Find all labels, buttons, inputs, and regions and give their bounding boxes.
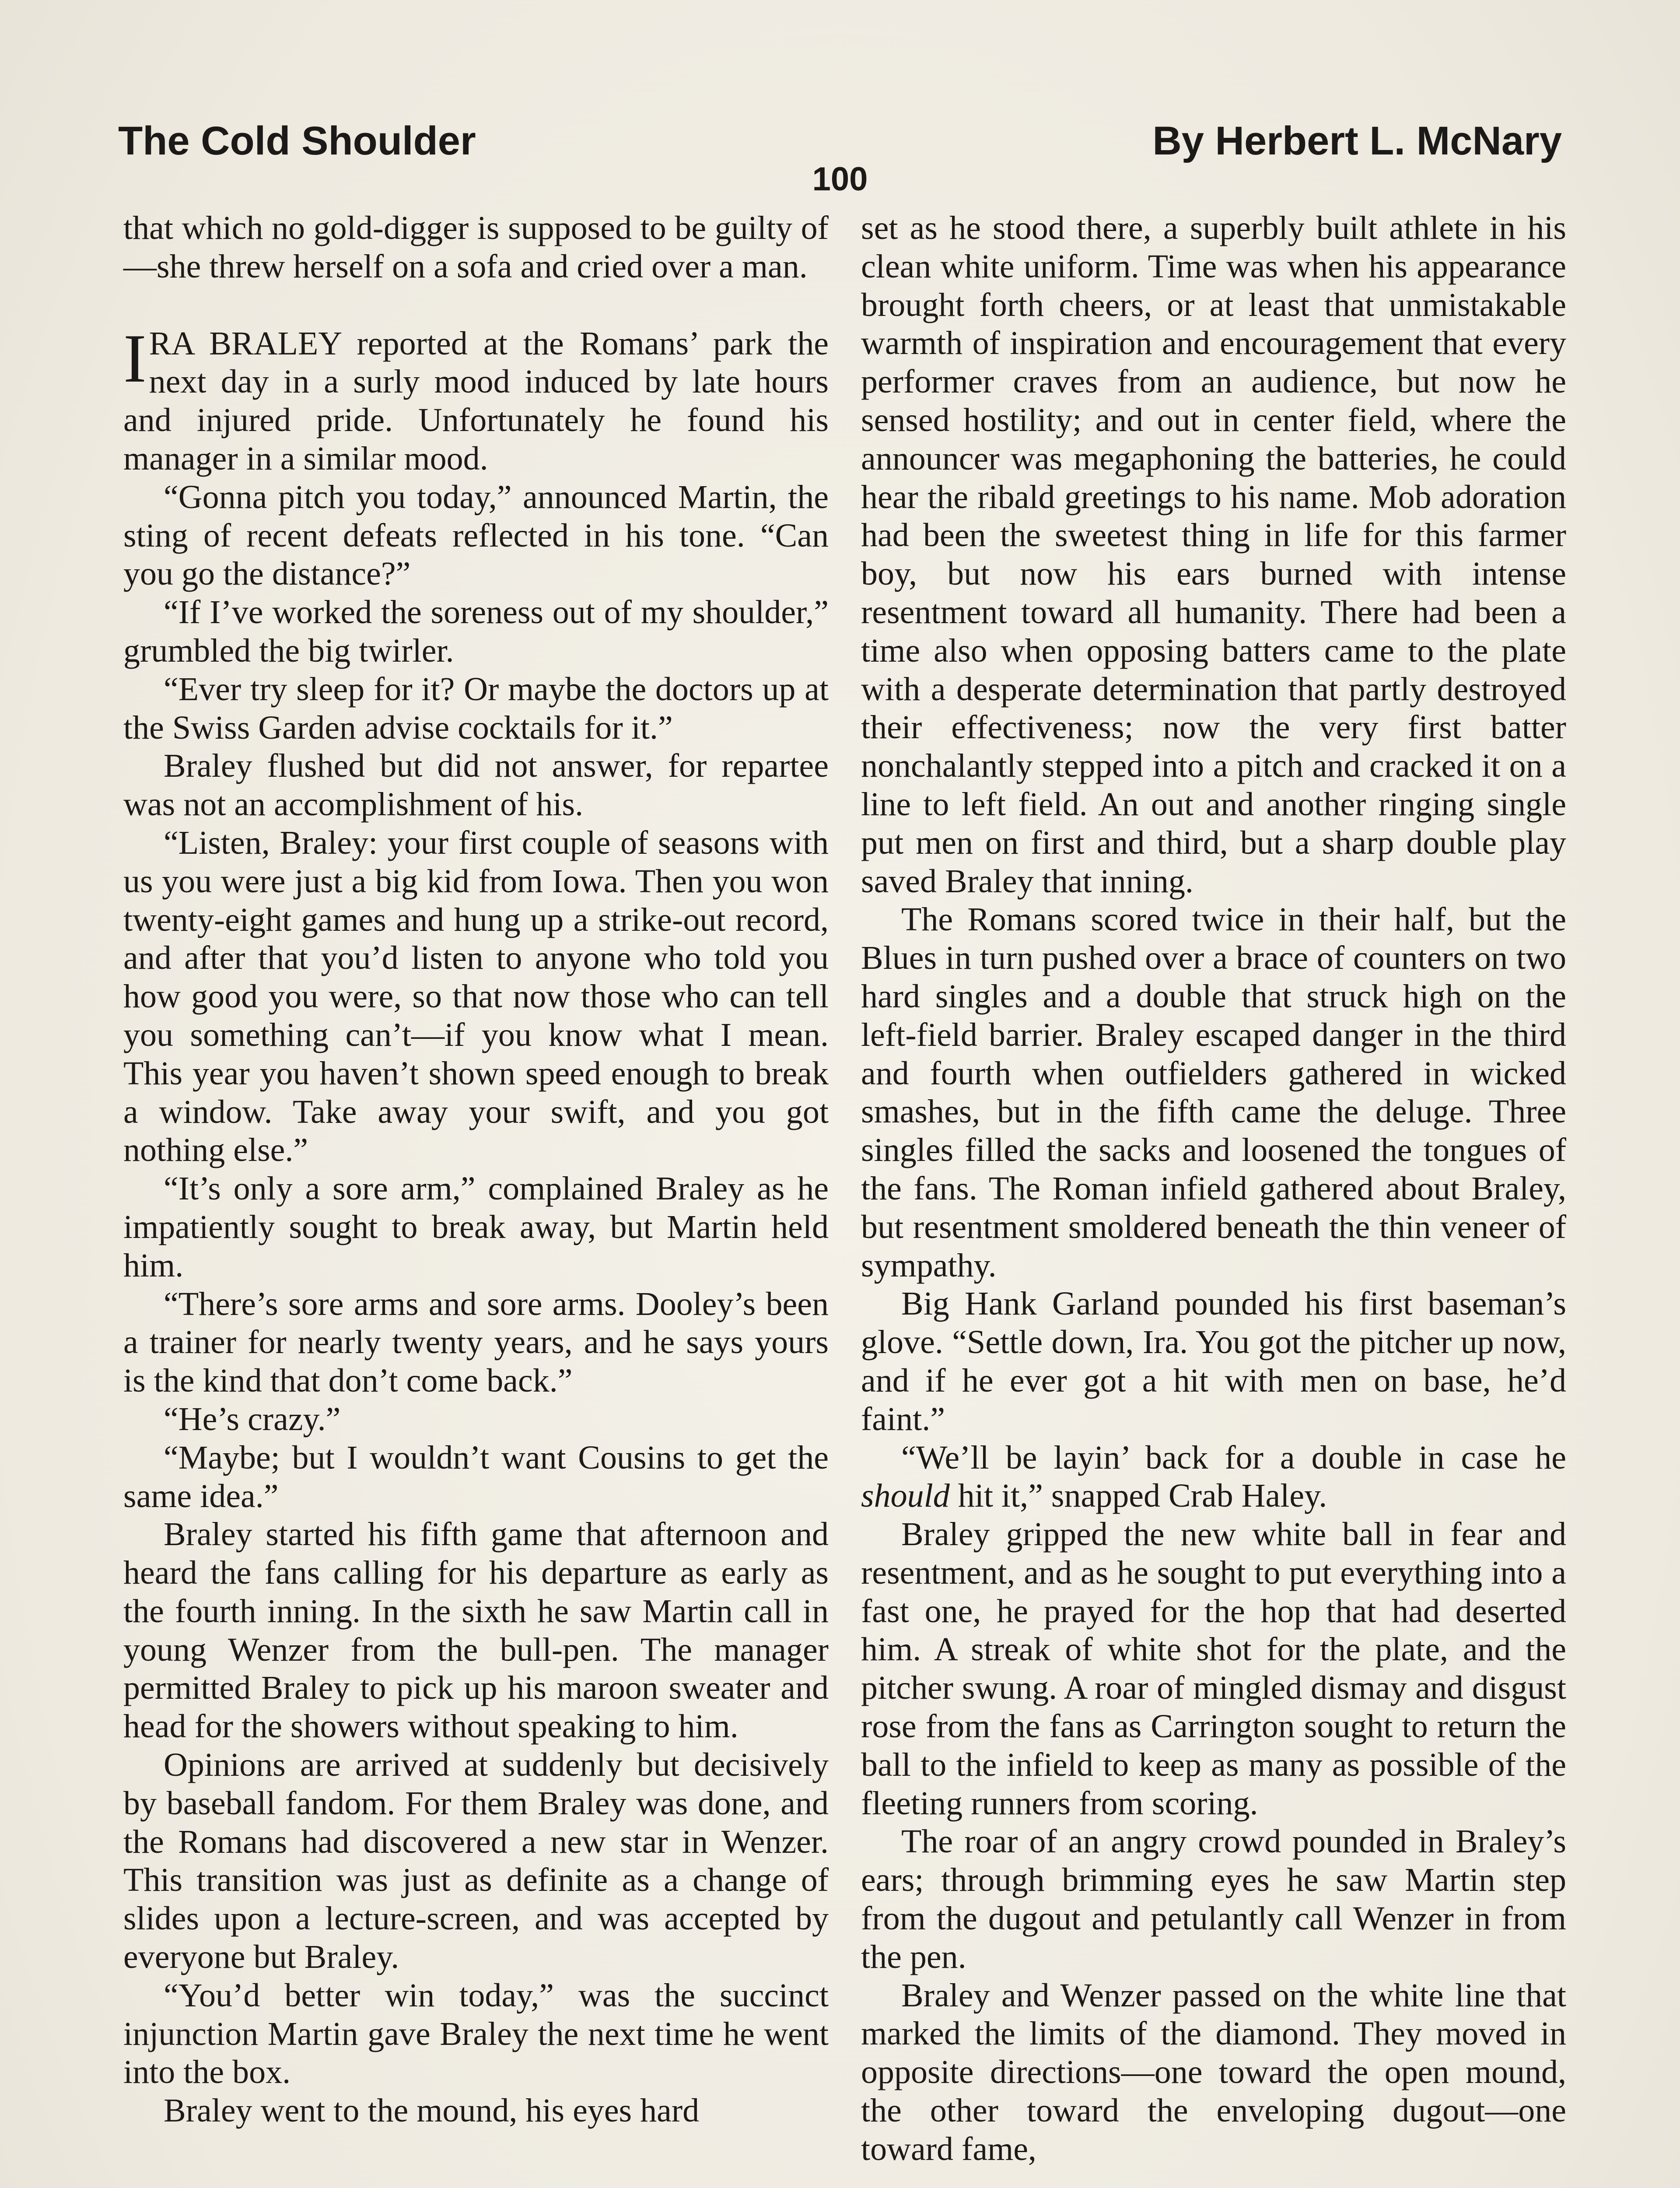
paragraph: “If I’ve worked the soreness out of my shoulder,” grumbled the big twirler.	[123, 594, 829, 669]
paragraph: Braley went to the mound, his eyes hard	[164, 2092, 700, 2129]
story-author: By Herbert L. McNary	[1152, 119, 1562, 163]
drop-cap: I	[123, 320, 147, 397]
right-column	[861, 209, 1566, 2169]
paragraph-text: hit it,” snapped Crab Haley.	[949, 1477, 1327, 1515]
paragraph-text: “We’ll be layin’ back for a double in case he	[901, 1439, 1566, 1476]
paragraph: “Gonna pitch you today,” announced Martin, the sting of recent defeats reflected in his tone. “Can you go the distance?”	[123, 478, 829, 593]
paragraph-text: RA BRALEY reported at the Romans’ park the next day in a surly mood induced by late hours and injured pride. Unfortunately he found his manager in a similar mood.	[123, 325, 829, 477]
story-title: The Cold Shoulder	[118, 119, 476, 163]
paragraph: “Ever try sleep for it? Or maybe the doctors up at the Swiss Garden advise cocktails for it.”	[123, 670, 829, 746]
paragraph: “There’s sore arms and sore arms. Dooley’s been a trainer for nearly twenty years, and he says yours is the kind that don’t come back.”	[123, 1285, 829, 1399]
paragraph: “Maybe; but I wouldn’t want Cousins to get the same idea.”	[123, 1439, 829, 1515]
paragraph: Opinions are arrived at suddenly but decisively by baseball fandom. For them Braley was done, and the Romans had discovered a new star in Wenzer. This transition was just as definite as a change of slides upon a lecture-screen, and was accepted by everyone but Braley.	[123, 1746, 829, 1976]
paragraph: Braley gripped the new white ball in fear and resentment, and as he sought to put everything into a fast one, he prayed for the hop that had deserted him. A streak of white shot for the plate, and the pitcher swung. A roar of mingled dismay and disgust rose from the fans as Carrington sought to return the ball to the infield to keep as many as possible of the fleeting runners from scoring.	[861, 1516, 1566, 1822]
paragraph: Braley flushed but did not answer, for repartee was not an accomplishment of his.	[123, 747, 829, 823]
paragraph	[861, 1439, 1566, 1516]
paragraph: set as he stood there, a superbly built athlete in his clean white uniform. Time was when his appearance brought forth cheers, or at least that unmistakable warmth of inspiration and encouragement that every performer craves from an audience, but now he sensed hostility; and out in center field, where the announcer was megaphoning the batteries, he could hear the ribald greetings to his name. Mob adoration had been the sweetest thing in life for this farmer boy, but now his ears burned with intense resentment toward all humanity. There had been a time also when opposing batters came to the plate with a desperate determination that partly destroyed their effectiveness; now the very first batter nonchalantly stepped into a pitch and cracked it on a line to left field. An out and another ringing single put men on first and third, but a sharp double play saved Braley that inning.	[861, 210, 1566, 900]
paragraph: The roar of an angry crowd pounded in Braley’s ears; through brimming eyes he saw Martin step from the dugout and petulantly call Wenzer in from the pen.	[861, 1823, 1566, 1975]
paragraph: Braley and Wenzer passed on the white line that marked the limits of the diamond. They moved in opposite directions—one toward the open mound, the other toward the enveloping dugout—one toward fame,	[861, 1977, 1566, 2167]
section-opening-paragraph	[123, 320, 829, 478]
paragraph: “You’d better win today,” was the succinct injunction Martin gave Braley the next time he went into the box.	[123, 1977, 829, 2091]
paragraph: Big Hank Garland pounded his first baseman’s glove. “Settle down, Ira. You got the pitcher up now, and if he ever got a hit with men on base, he’d faint.”	[861, 1285, 1566, 1438]
italic-text: should	[861, 1477, 950, 1515]
paragraph: Braley started his fifth game that afternoon and heard the fans calling for his departure as early as the fourth inning. In the sixth he saw Martin call in young Wenzer from the bull-pen. The manager permitted Braley to pick up his maroon sweater and head for the showers without speaking to him.	[123, 1516, 829, 1745]
paragraph: “He’s crazy.”	[164, 1400, 341, 1438]
paragraph: that which no gold-digger is supposed to be guilty of—she threw herself on a sofa and cried over a man.	[123, 210, 829, 285]
page-number: 100	[812, 161, 868, 198]
paragraph: “It’s only a sore arm,” complained Braley as he impatiently sought to break away, but Martin held him.	[123, 1170, 829, 1284]
paragraph: “Listen, Braley: your first couple of seasons with us you were just a big kid from Iowa. Then you won twenty-eight games and hung up a strike-out record, and after that you’d listen to anyone who told you how good you were, so that now those who can tell you something can’t—if you know what I mean. This year you haven’t shown speed enough to break a window. Take away your swift, and you got nothing else.”	[123, 824, 829, 1169]
paragraph: The Romans scored twice in their half, but the Blues in turn pushed over a brace of counters on two hard singles and a double that struck high on the left-field barrier. Braley escaped danger in the third and fourth when outfielders gathered in wicked smashes, but in the fifth came the deluge. Three singles filled the sacks and loosened the tongues of the fans. The Roman infield gathered about Braley, but resentment smoldered beneath the thin veneer of sympathy.	[861, 901, 1566, 1284]
left-column	[123, 209, 829, 2130]
